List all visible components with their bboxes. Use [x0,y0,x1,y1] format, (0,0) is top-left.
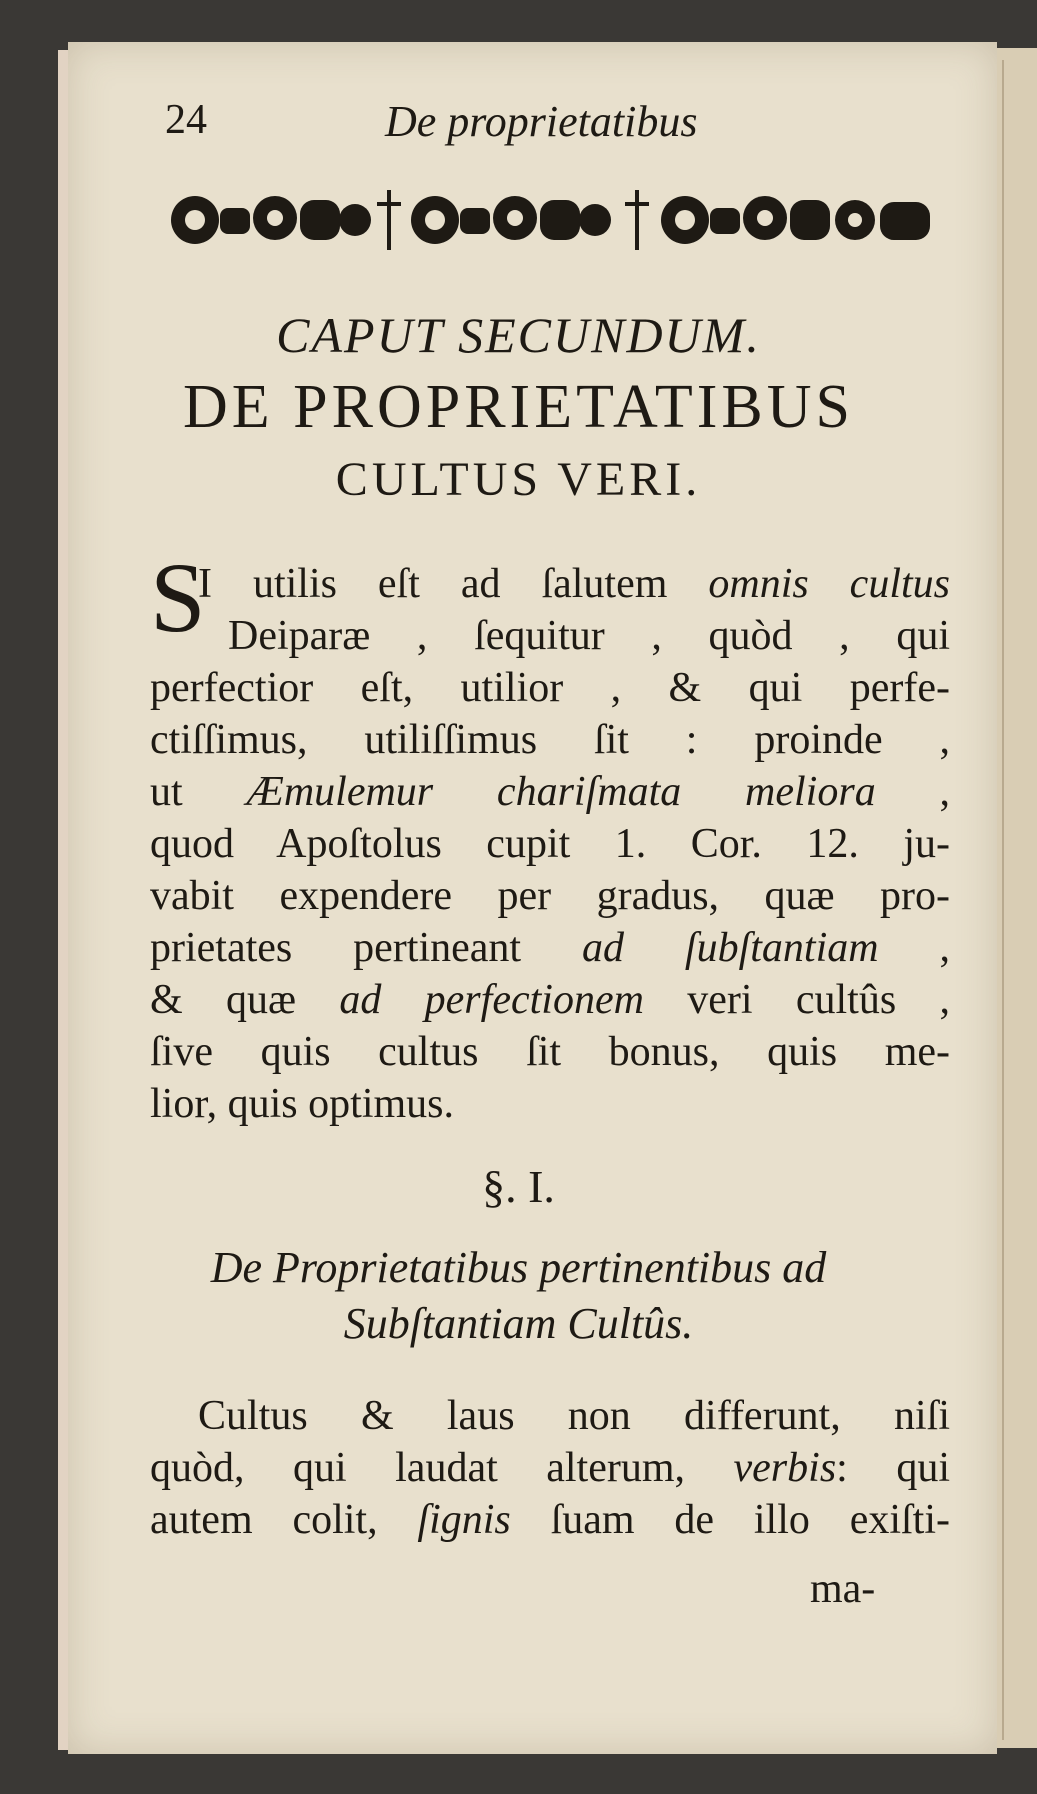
text-line: lior, quis optimus. [150,1081,455,1127]
ornament-block-left [171,196,371,244]
chapter-title-line1: DE PROPRIETATIBUS [182,373,855,441]
text-line: autem colit, ſignis ſuam de illo exiſti- [150,1497,950,1543]
chapter-title-line2: CULTUS VERI. [335,453,702,506]
text-line: & quæ ad perfectionem veri cultûs , [150,977,951,1023]
section-heading-line2: Subſtantiam Cultûs. [343,1299,694,1348]
text-line: I utilis eſt ad ſalutem omnis cultus [198,561,950,607]
text-line: perfectior eſt, utilior , & qui perfe- [150,665,950,711]
text-line: Cultus & laus non differunt, niſi [198,1393,950,1439]
running-header [165,96,905,156]
catchword: ma- [810,1566,876,1612]
text-line: quòd, qui laudat alterum, verbis: qui [150,1445,950,1491]
text-line: quod Apoſtolus cupit 1. Cor. 12. ju- [150,821,950,867]
text-line: prietates pertineant ad ſubſtantiam , [150,925,950,971]
section-mark: §. I. [482,1161,555,1212]
text-line: Deiparæ , ſequitur , quòd , qui [228,613,950,659]
text-line: ctiſſimus, utiliſſimus ſit : proinde , [150,717,950,763]
chapter-label: CAPUT SECUNDUM. [276,307,761,363]
text-line: ſive quis cultus ſit bonus, quis me- [150,1029,950,1075]
ornament-block-right [661,196,930,244]
ornament-block-middle [411,196,611,244]
text-line: ut Æmulemur chariſmata meliora , [150,769,950,815]
section-heading-line1: De Proprietatibus pertinentibus ad [210,1243,827,1292]
printers-ornament-icon [165,180,955,260]
text-line: vabit expendere per gradus, quæ pro- [150,873,950,919]
drop-cap: S [150,542,206,653]
page-number: 24 [165,97,207,143]
running-title: De proprietatibus [385,97,698,146]
